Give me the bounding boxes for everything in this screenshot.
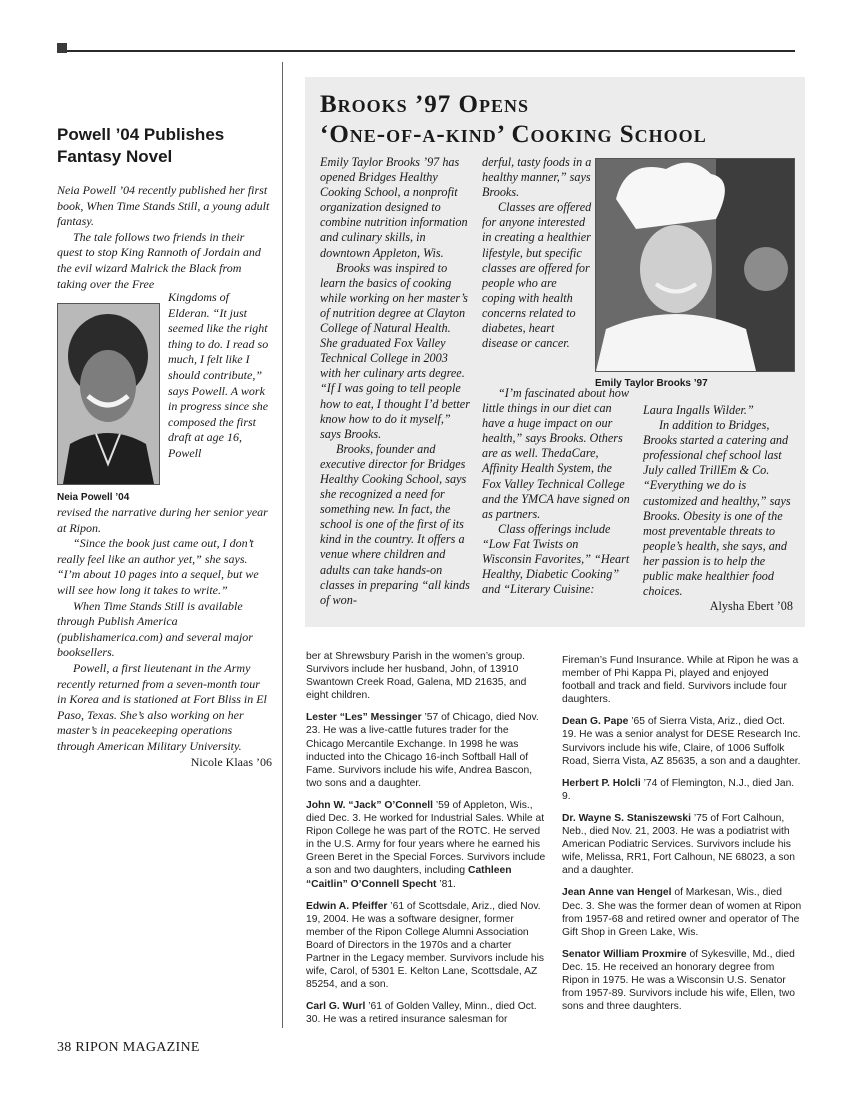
feature-column-3 [643, 403, 793, 614]
obit-name: Lester “Les” Messinger [306, 712, 422, 724]
obit-text: ber at Shrewsbury Parish in the women’s group. Survivors include her husband, John, of 13910 Swantown Creek Road, Galena, MD 21635, and eight children. [306, 651, 527, 702]
neia-powell-photo [57, 303, 160, 485]
emily-photo-caption: Emily Taylor Brooks ’97 [595, 378, 708, 389]
obit-entry [306, 900, 546, 992]
feature-title-line-2: ‘One-of-a-kind’ Cooking School [320, 121, 707, 148]
obit-text: ’74 of Flemington, N.J., died Jan. 9. [562, 777, 795, 802]
obituaries-left-column [306, 650, 546, 1035]
obit-entry [562, 777, 802, 803]
obit-text: ’61 of Scottsdale, Ariz., died Nov. 19, 2004. He was a software designer, former member of the Ripon College Alumni Association Board of Directors in the 1970s and a charter Partner in the Legacy member. Survivors include his wife, Carol, of 5301 E. Kelton Lane, Scottsdale, AZ 85254, and a son. [306, 900, 545, 991]
feature-title [320, 90, 800, 150]
feature-column-2 [482, 155, 592, 351]
neia-photo-caption: Neia Powell ’04 [57, 492, 130, 503]
obit-entry [306, 799, 546, 891]
obit-name: Senator William Proxmire [562, 948, 687, 960]
obit-text: ’75 of Fort Calhoun, Neb., died Nov. 21, 2003. He was a podiatrist with American Podiatric Services. Survivors include his wife, Melissa, RR1, Fort Calhoun, NE 68023, a son and a daughter. [562, 812, 795, 877]
obit-text: ’59 of Appleton, Wis., died Dec. 3. He worked for Industrial Sales. While at Ripon College he was part of the ROTC. He served in the U.S. Army for four years where he earned his Green Beret in the Special Forces. Survivors include a son and two daughters, including [306, 799, 546, 877]
obit-text: ’57 of Chicago, died Nov. 23. He was a live-cattle futures trader for the Chicago Mercantile Exchange. In 1998 he was inducted into the Chicago 16-inch Softball Hall of Fame. Survivors include his wife, Andrea Bascon, two sons and a daughter. [306, 712, 539, 789]
left-paragraph-1: Neia Powell ’04 recently published her first book, When Time Stands Still, a young adult fantasy. [57, 183, 270, 229]
obit-text: Fireman’s Fund Insurance. While at Ripon he was a member of Phi Kappa Pi, played and enjoyed football and track and field. Survivors include four daughters. [562, 655, 799, 706]
left-paragraph-2: The tale follows two friends in their quest to stop King Rannoth of Jordain and the evil wizard Malrick the Black from taking over the Free [57, 229, 261, 291]
obit-text: ’61 of Golden Valley, Minn., died Oct. 30. He was a retired insurance salesman for [306, 1001, 537, 1026]
header-square-ornament [57, 43, 67, 53]
obit-entry [562, 654, 802, 706]
obit-entry [562, 812, 802, 877]
obituaries-right-column [562, 654, 802, 1022]
feature-c2-paragraph-2: Classes are offered for anyone interested in creating a healthier lifestyle, but specific classes are offered for people who are coping with health concerns related to diabetes, heart disease or cancer. [482, 200, 592, 351]
obit-name: Jean Anne van Hengel [562, 887, 672, 899]
feature-c3-paragraph-1: Laura Ingalls Wilder.” [643, 403, 754, 417]
feature-c2-paragraph-3: “I’m fascinated about how little things in our diet can have a huge impact on our health,” says Brooks. Others are as well. ThedaCare, Affinity Health System, the Fox Valley Technical College and the YMCA have signed on as partners. [482, 386, 630, 521]
obit-text: of Markesan, Wis., died Dec. 3. She was the former dean of women at Ripon from 1957-68 and retired owner and operator of The Gift Shop in Green Lake, Wis. [562, 887, 802, 938]
feature-title-line-1: Brooks ’97 Opens [320, 91, 529, 118]
feature-c1-paragraph-1: Emily Taylor Brooks ’97 has opened Bridges Healthy Cooking School, a nonprofit organization designed to combine nutrition information and culinary skills, in downtown Appleton, Wis. [320, 155, 468, 260]
obit-entry [562, 886, 802, 938]
feature-byline: Alysha Ebert ’08 [709, 599, 793, 614]
emily-brooks-photo [595, 158, 795, 372]
obit-entry [306, 1000, 546, 1026]
obit-name: Cathleen “Caitlin” O’Connell Specht [306, 865, 512, 890]
obit-text: of Sykesville, Md., died Dec. 15. He received an honorary degree from Ripon in 1975. He was a Wisconsin U.S. Senator from 1957-89. Survivors include his wife, Ellen, two sons and three daughters. [562, 948, 795, 1013]
obit-name: Edwin A. Pfeiffer [306, 900, 388, 912]
obit-text: ’65 of Sierra Vista, Ariz., died Oct. 19. He was a senior analyst for DESE Research Inc. Survivors include his wife, Claire, of 1006 Suffolk Road, Sierra Vista, AZ 85635, a son and a daughter. [562, 716, 801, 767]
left-article-continued [57, 505, 272, 770]
feature-column-2-lower [482, 386, 630, 597]
left-paragraph-3: revised the narrative during her senior year at Ripon. [57, 505, 268, 535]
portrait-silhouette-icon [58, 304, 159, 484]
left-wrap-text: Kingdoms of Elderan. “It just seemed like the right thing to do. I read so much, I felt like I should contribute,” says Powell. A work in progress since she composed the first draft at age 16, Powell [168, 290, 269, 460]
obit-text: ’81. [436, 878, 456, 890]
obit-entry [306, 650, 546, 702]
header-rule [67, 50, 795, 52]
left-article-intro [57, 183, 272, 292]
feature-c3-paragraph-2: In addition to Bridges, Brooks started a catering and professional chef school last July called TrillEm & Co. “Everything we do is customized and healthy,” says Brooks. Obesity is one of the most preventable threats to people’s health, she says, and her passion is to help the public make healthier food choices. [643, 418, 791, 599]
obit-name: Dr. Wayne S. Staniszewski [562, 812, 691, 824]
feature-c1-paragraph-2: Brooks was inspired to learn the basics of cooking while working on her master’s of nutrition degree at Clayton College of Natural Health. She graduated Fox Valley Technical College in 2003 with her culinary arts degree. “If I was going to tell people how to eat, I thought I’d better know how to do it myself,” says Brooks. [320, 260, 470, 441]
obit-name: Carl G. Wurl [306, 1001, 366, 1013]
obit-name: Dean G. Pape [562, 716, 629, 728]
left-article-title: Powell ’04 Publishes Fantasy Novel [57, 125, 225, 166]
column-divider [282, 62, 283, 1028]
feature-c2-paragraph-4: Class offerings include “Low Fat Twists on Wisconsin Favorites,” “Heart Healthy, Diabetic Cooking” and “Literary Cuisine: [482, 521, 630, 597]
left-paragraph-6: Powell, a first lieutenant in the Army recently returned from a seven-month tour in Korea and is stationed at Fort Bliss in El Paso, Texas. She’s also working on her master’s in peacekeeping operations through American Military University. [57, 660, 267, 753]
obit-entry [562, 948, 802, 1013]
obit-name: Herbert P. Holcli [562, 777, 641, 789]
left-paragraph-5: When Time Stands Still is available through Publish America (publishamerica.com) and several major booksellers. [57, 598, 253, 660]
feature-c1-paragraph-3: Brooks, founder and executive director for Bridges Healthy Cooking School, says she recognized a need for something new. In fact, the school is one of the first of its kind in the country. It offers a venue where children and adults can take hands-on classes in preparing “all kinds of won- [320, 441, 470, 607]
feature-c2-paragraph-1: derful, tasty foods in a healthy manner,” says Brooks. [482, 155, 592, 200]
chef-portrait-icon [596, 159, 794, 371]
obit-name: John W. “Jack” O’Connell [306, 799, 434, 811]
page-footer: 38 RIPON MAGAZINE [57, 1040, 200, 1055]
obit-entry [306, 711, 546, 790]
obit-entry [562, 715, 802, 767]
left-article-byline: Nicole Klaas ’06 [190, 754, 272, 769]
left-paragraph-4: “Since the book just came out, I don’t really feel like an author yet,” she says. “I’m about 10 pages into a sequel, but we will see how long it takes to write.” [57, 536, 259, 597]
feature-column-1 [320, 155, 470, 608]
